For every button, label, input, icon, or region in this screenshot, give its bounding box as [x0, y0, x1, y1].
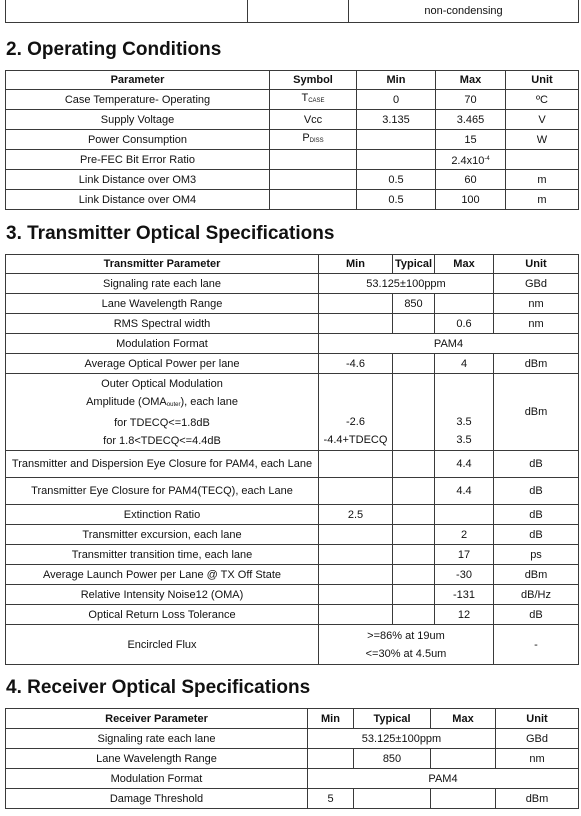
- table-row: Average Optical Power per lane -4.6 4 dBm: [6, 354, 579, 374]
- table-row: Signaling rate each lane 53.125±100ppm GBd: [6, 729, 579, 749]
- transmitter-specs-table: [5, 254, 579, 665]
- table-row: Pre-FEC Bit Error Ratio $2.4x10^{-4}$: [6, 150, 579, 170]
- table-row: Transmitter excursion, each lane 2 dB: [6, 525, 579, 545]
- oma-parameter-cell: Outer Optical Modulation Amplitude $(OMA_{outer})$, each lane for TDECQ<=1.8dB for 1.8<TDECQ<=4.4dB: [6, 374, 319, 451]
- table-row: Damage Threshold 5 dBm: [6, 789, 579, 809]
- header-min: Min: [319, 255, 393, 274]
- header-typical: Typical: [354, 709, 431, 729]
- table-row: Lane Wavelength Range 850 nm: [6, 749, 579, 769]
- operating-conditions-heading: 2. Operating Conditions: [6, 39, 222, 60]
- table-row: Transmitter and Dispersion Eye Closure for PAM4, each Lane 4.4 dB: [6, 451, 579, 478]
- transmitter-specs-heading: 3. Transmitter Optical Specifications: [6, 223, 335, 244]
- header-max: Max: [436, 71, 506, 90]
- header-max: Max: [435, 255, 494, 274]
- receiver-specs-heading: 4. Receiver Optical Specifications: [6, 677, 311, 698]
- table-row: Modulation Format PAM4: [6, 769, 579, 789]
- table-row: Lane Wavelength Range 850 nm: [6, 294, 579, 314]
- header-min: Min: [308, 709, 354, 729]
- table-row: Power Consumption $P_{DISS}$ 15 W: [6, 130, 579, 150]
- table-row: Extinction Ratio 2.5 dB: [6, 505, 579, 525]
- table-row: Case Temperature- Operating $T_{CASE}$ 0 70 ºC: [6, 90, 579, 110]
- header-typical: Typical: [393, 255, 435, 274]
- table-row: Optical Return Loss Tolerance 12 dB: [6, 605, 579, 625]
- header-unit: Unit: [496, 709, 579, 729]
- header-unit: Unit: [494, 255, 579, 274]
- table-row: Link Distance over OM4 0.5 100 m: [6, 190, 579, 210]
- table-row: Supply Voltage Vcc 3.135 3.465 V: [6, 110, 579, 130]
- environment-condition-cell: non-condensing: [349, 0, 579, 23]
- header-parameter: Receiver Parameter: [6, 709, 308, 729]
- table-row: RMS Spectral width 0.6 nm: [6, 314, 579, 334]
- table-row: Transmitter transition time, each lane 17 ps: [6, 545, 579, 565]
- top-residual-table: [5, 0, 579, 23]
- table-row: Modulation Format PAM4: [6, 334, 579, 354]
- table-row: Transmitter Eye Closure for PAM4(TECQ), each Lane 4.4 dB: [6, 478, 579, 505]
- table-row: Link Distance over OM3 0.5 60 m: [6, 170, 579, 190]
- header-parameter: Transmitter Parameter: [6, 255, 319, 274]
- header-unit: Unit: [506, 71, 579, 90]
- table-row: Relative Intensity Noise12 (OMA) -131 dB/Hz: [6, 585, 579, 605]
- receiver-specs-table: [5, 708, 579, 809]
- table-row: Encircled Flux >=86% at 19um <=30% at 4.5um -: [6, 625, 579, 665]
- header-symbol: Symbol: [270, 71, 357, 90]
- header-parameter: Parameter: [6, 71, 270, 90]
- header-max: Max: [431, 709, 496, 729]
- table-row: Signaling rate each lane 53.125±100ppm GBd: [6, 274, 579, 294]
- header-min: Min: [357, 71, 436, 90]
- table-row: Outer Optical Modulation Amplitude $(OMA_{outer})$, each lane for TDECQ<=1.8dB for 1.8<TDECQ<=4.4dB -2.6 -4.4+TDECQ 3.5 3.5 dBm: [6, 374, 579, 451]
- table-row: Average Launch Power per Lane @ TX Off State -30 dBm: [6, 565, 579, 585]
- operating-conditions-table: [5, 70, 579, 210]
